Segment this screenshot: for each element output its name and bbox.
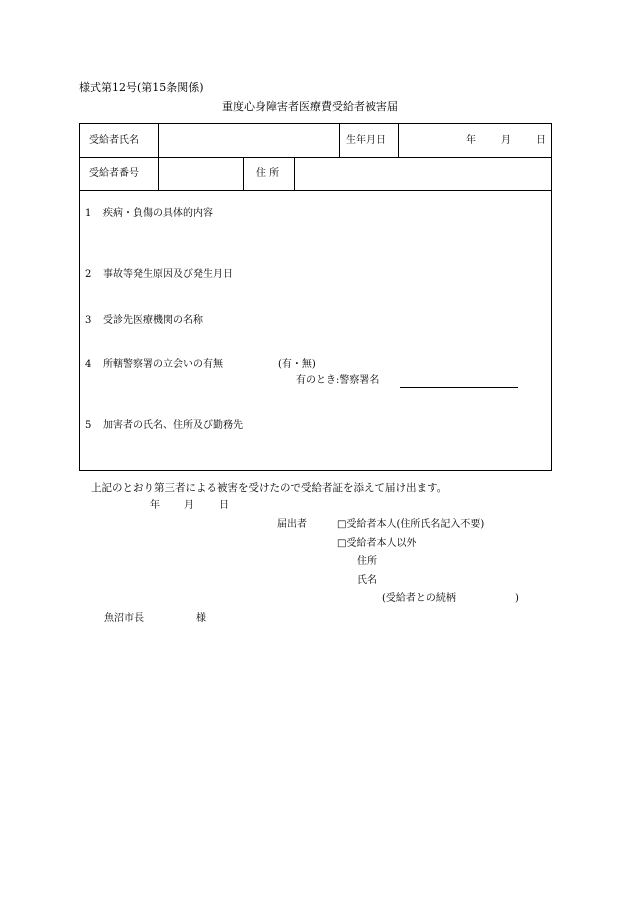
row-divider-1 [80, 157, 551, 158]
birthdate-label: 生年月日 [346, 135, 386, 146]
recipient-number-label: 受給者番号 [89, 168, 139, 179]
row-divider-2 [80, 190, 551, 191]
col-divider [243, 157, 244, 190]
page-title: 重度心身障害者医療費受給者被害届 [222, 100, 398, 113]
item-3-number: 3 [85, 315, 92, 326]
recipient-name-label: 受給者氏名 [89, 135, 139, 146]
police-station-input-line[interactable] [400, 387, 518, 388]
addressee-honorific: 様 [196, 613, 206, 624]
police-station-label: 有のとき:警察署名 [296, 375, 380, 386]
item-2-number: 2 [85, 269, 92, 280]
notifier-label: 届出者 [277, 519, 307, 530]
col-divider [158, 157, 159, 190]
report-form-table [79, 123, 552, 471]
col-divider [339, 124, 340, 157]
notifier-address-label: 住所 [357, 556, 377, 567]
item-4-label: 所轄警察署の立会いの有無 [103, 359, 223, 370]
item-3-label: 受診先医療機関の名称 [103, 315, 203, 326]
col-divider [294, 157, 295, 190]
col-divider [158, 124, 159, 157]
item-2-label: 事故等発生原因及び発生月日 [103, 269, 233, 280]
item-1-label: 疾病・負傷の具体的内容 [103, 208, 213, 219]
address-label: 住 所 [256, 168, 280, 179]
date-year-label: 年 [150, 500, 160, 511]
col-divider [398, 124, 399, 157]
item-5-number: 5 [85, 420, 92, 431]
recipient-number-field[interactable] [160, 159, 240, 188]
form-number: 様式第12号(第15条関係) [79, 81, 204, 94]
birth-day-label: 日 [536, 135, 546, 146]
police-presence-options[interactable]: (有・無) [278, 359, 316, 370]
birth-year-label: 年 [466, 135, 476, 146]
relation-close: ) [515, 593, 519, 604]
relation-label: (受給者との続柄 [382, 593, 456, 604]
recipient-name-field[interactable] [160, 126, 336, 155]
address-field[interactable] [296, 159, 550, 188]
addressee-name: 魚沼市長 [104, 613, 144, 624]
item-4-number: 4 [85, 359, 92, 370]
notifier-other-option[interactable]: □受給者本人以外 [337, 538, 417, 549]
notifier-name-label: 氏名 [357, 575, 377, 586]
item-5-label: 加害者の氏名、住所及び勤務先 [103, 420, 243, 431]
declaration-text: 上記のとおり第三者による被害を受けたので受給者証を添えて届け出ます。 [91, 482, 448, 494]
date-month-label: 月 [184, 500, 194, 511]
notifier-self-option[interactable]: □受給者本人(住所氏名記入不要) [337, 519, 485, 530]
date-day-label: 日 [219, 500, 229, 511]
birth-month-label: 月 [501, 135, 511, 146]
item-1-number: 1 [85, 208, 92, 219]
